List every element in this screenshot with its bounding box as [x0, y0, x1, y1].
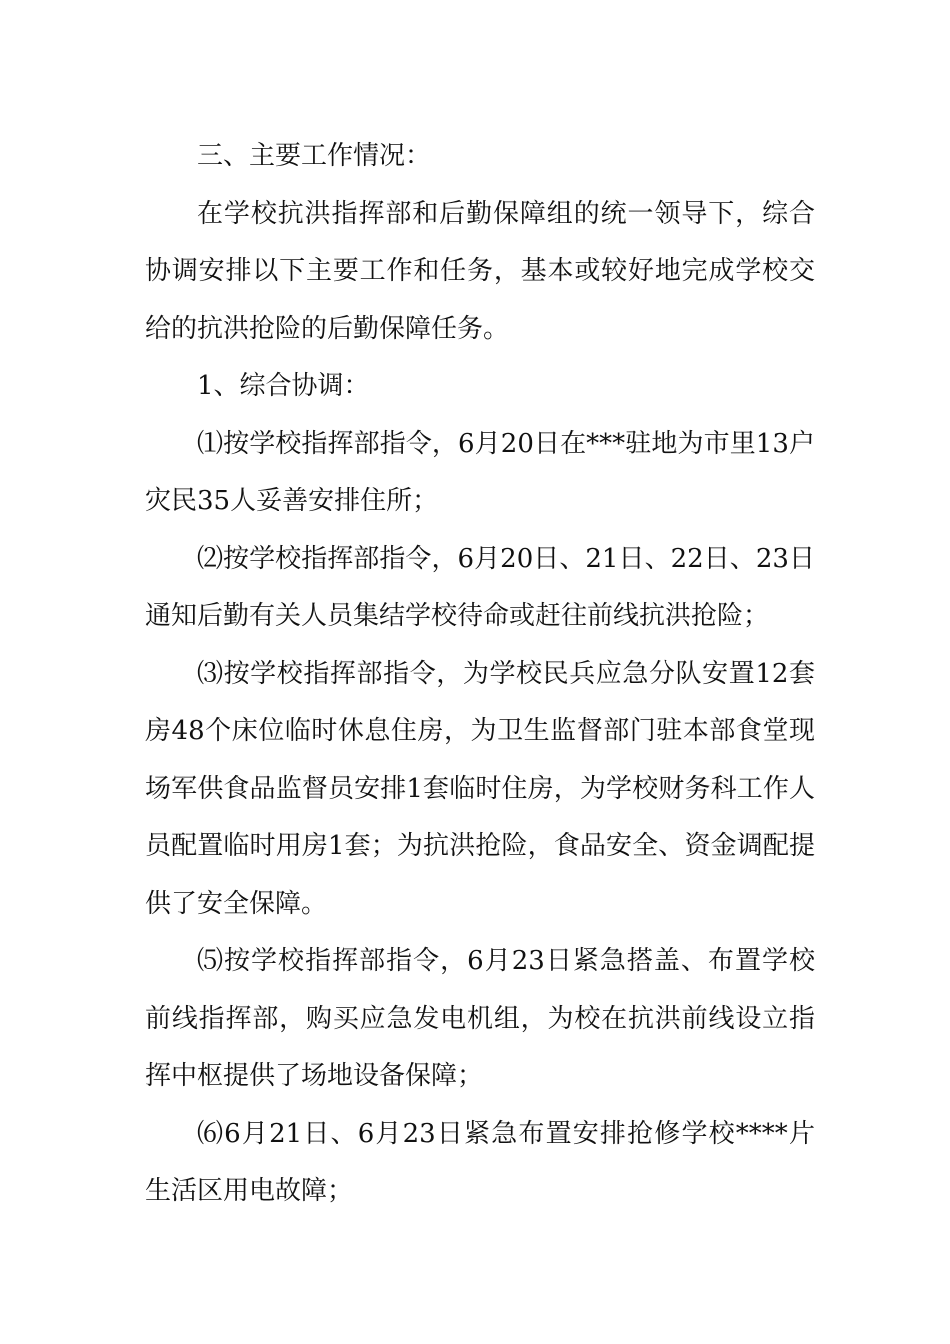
subsection-heading: 1、综合协调：	[197, 371, 370, 401]
section-heading: 三、主要工作情况：	[197, 141, 432, 171]
list-item-1: ⑴按学校指挥部指令，6月20日在***驻地为市里13户灾民35人妥善安排住所；	[145, 428, 815, 516]
list-item-6: ⑹6月21日、6月23日紧急布置安排抢修学校****片生活区用电故障；	[145, 1118, 815, 1206]
paragraph-intro: 在学校抗洪指挥部和后勤保障组的统一领导下，综合协调安排以下主要工作和任务，基本或较好地完成学校交给的抗洪抢险的后勤保障任务。	[145, 198, 815, 344]
list-item-3: ⑶按学校指挥部指令，为学校民兵应急分队安置12套房48个床位临时休息住房，为卫生监督部门驻本部食堂现场军供食品监督员安排1套临时住房，为学校财务科工作人员配置临时用房1套；为抗洪抢险，食品安全、资金调配提供了安全保障。	[145, 658, 815, 919]
document-body	[145, 128, 815, 1221]
list-item-2: ⑵按学校指挥部指令，6月20日、21日、22日、23日通知后勤有关人员集结学校待命或赶往前线抗洪抢险；	[145, 543, 815, 631]
list-item-5: ⑸按学校指挥部指令，6月23日紧急搭盖、布置学校前线指挥部，购买应急发电机组，为校在抗洪前线设立指挥中枢提供了场地设备保障；	[145, 946, 815, 1091]
